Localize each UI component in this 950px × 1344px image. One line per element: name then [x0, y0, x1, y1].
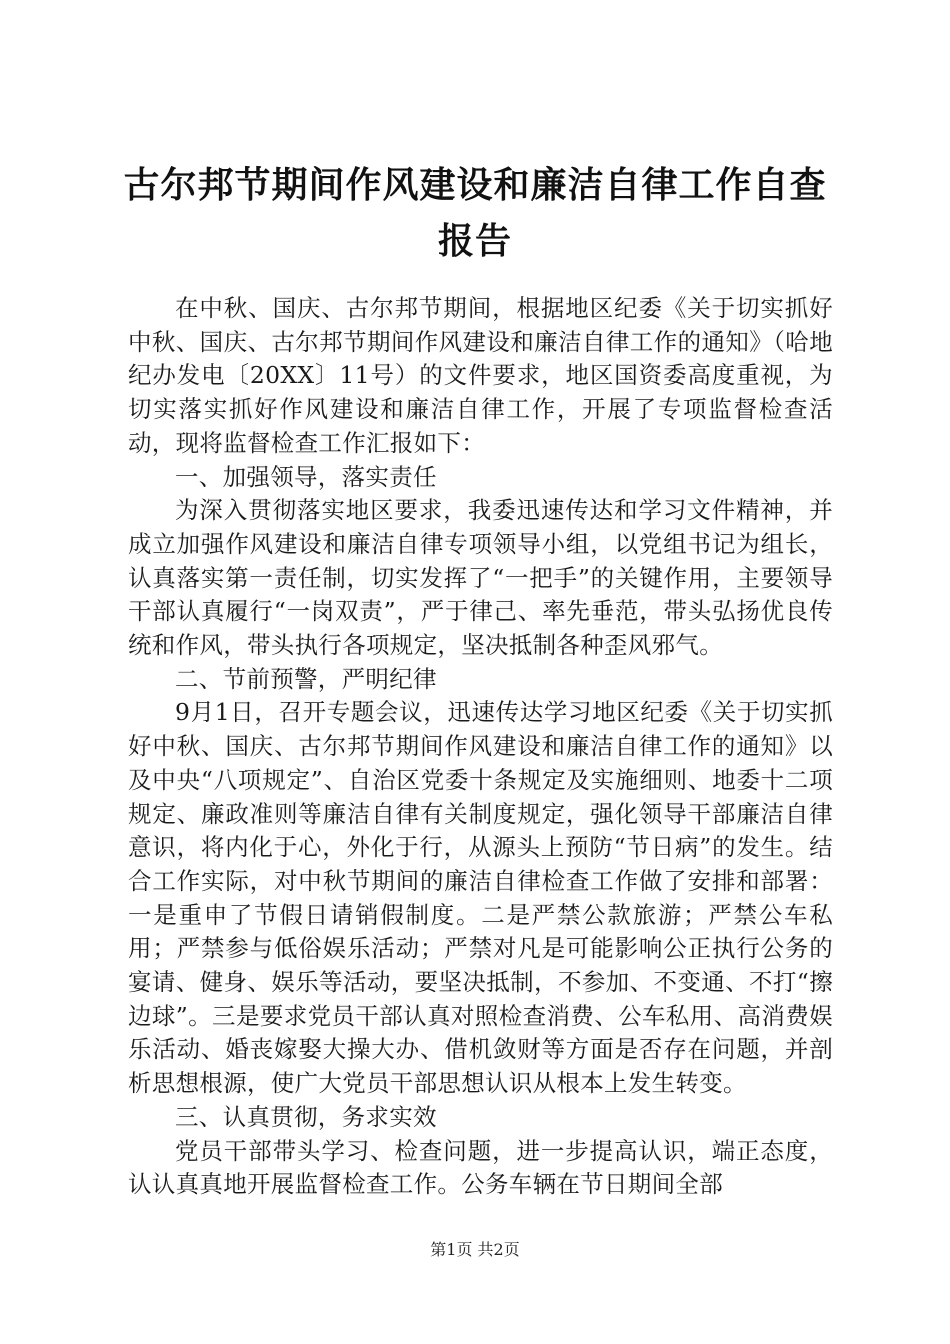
section-3-paragraph: 党员干部带头学习、检查问题，进一步提高认识，端正态度，认认真真地开展监督检查工作。公务车辆在节日期间全部	[128, 1136, 833, 1199]
section-heading-3: 三、认真贯彻，务求实效	[175, 1102, 437, 1131]
section-heading-2: 二、节前预警，严明纪律	[175, 664, 437, 693]
document-body	[128, 292, 833, 1202]
page-number-footer: 第1页 共2页	[430, 1240, 520, 1259]
section-1-paragraph: 为深入贯彻落实地区要求，我委迅速传达和学习文件精神，并成立加强作风建设和廉洁自律专项领导小组，以党组书记为组长，认真落实第一责任制，切实发挥了“一把手”的关键作用，主要领导干部认真履行“一岗双责”，严于律己、率先垂范，带头弘扬优良传统和作风，带头执行各项规定，坚决抵制各种歪风邪气。	[128, 496, 833, 660]
section-2-paragraph: 9月1日，召开专题会议，迅速传达学习地区纪委《关于切实抓好中秋、国庆、古尔邦节期间作风建设和廉洁自律工作的通知》以及中央“八项规定”、自治区党委十条规定及实施细则、地委十二项规定、廉政准则等廉洁自律有关制度规定，强化领导干部廉洁自律意识，将内化于心，外化于行，从源头上预防“节日病”的发生。结合工作实际，对中秋节期间的廉洁自律检查工作做了安排和部署：一是重申了节假日请销假制度。二是严禁公款旅游；严禁公车私用；严禁参与低俗娱乐活动；严禁对凡是可能影响公正执行公务的宴请、健身、娱乐等活动，要坚决抵制，不参加、不变通、不打“擦边球”。三是要求党员干部认真对照检查消费、公车私用、高消费娱乐活动、婚丧嫁娶大操大办、借机敛财等方面是否存在问题，并剖析思想根源，使广大党员干部思想认识从根本上发生转变。	[128, 698, 833, 1098]
document-title: 古尔邦节期间作风建设和廉洁自律工作自查报告	[123, 165, 827, 262]
intro-paragraph: 在中秋、国庆、古尔邦节期间，根据地区纪委《关于切实抓好中秋、国庆、古尔邦节期间作风建设和廉洁自律工作的通知》（哈地纪办发电〔20XX〕11号）的文件要求，地区国资委高度重视，为切实落实抓好作风建设和廉洁自律工作，开展了专项监督检查活动，现将监督检查工作汇报如下：	[128, 294, 833, 457]
section-heading-1: 一、加强领导，落实责任	[175, 462, 437, 491]
